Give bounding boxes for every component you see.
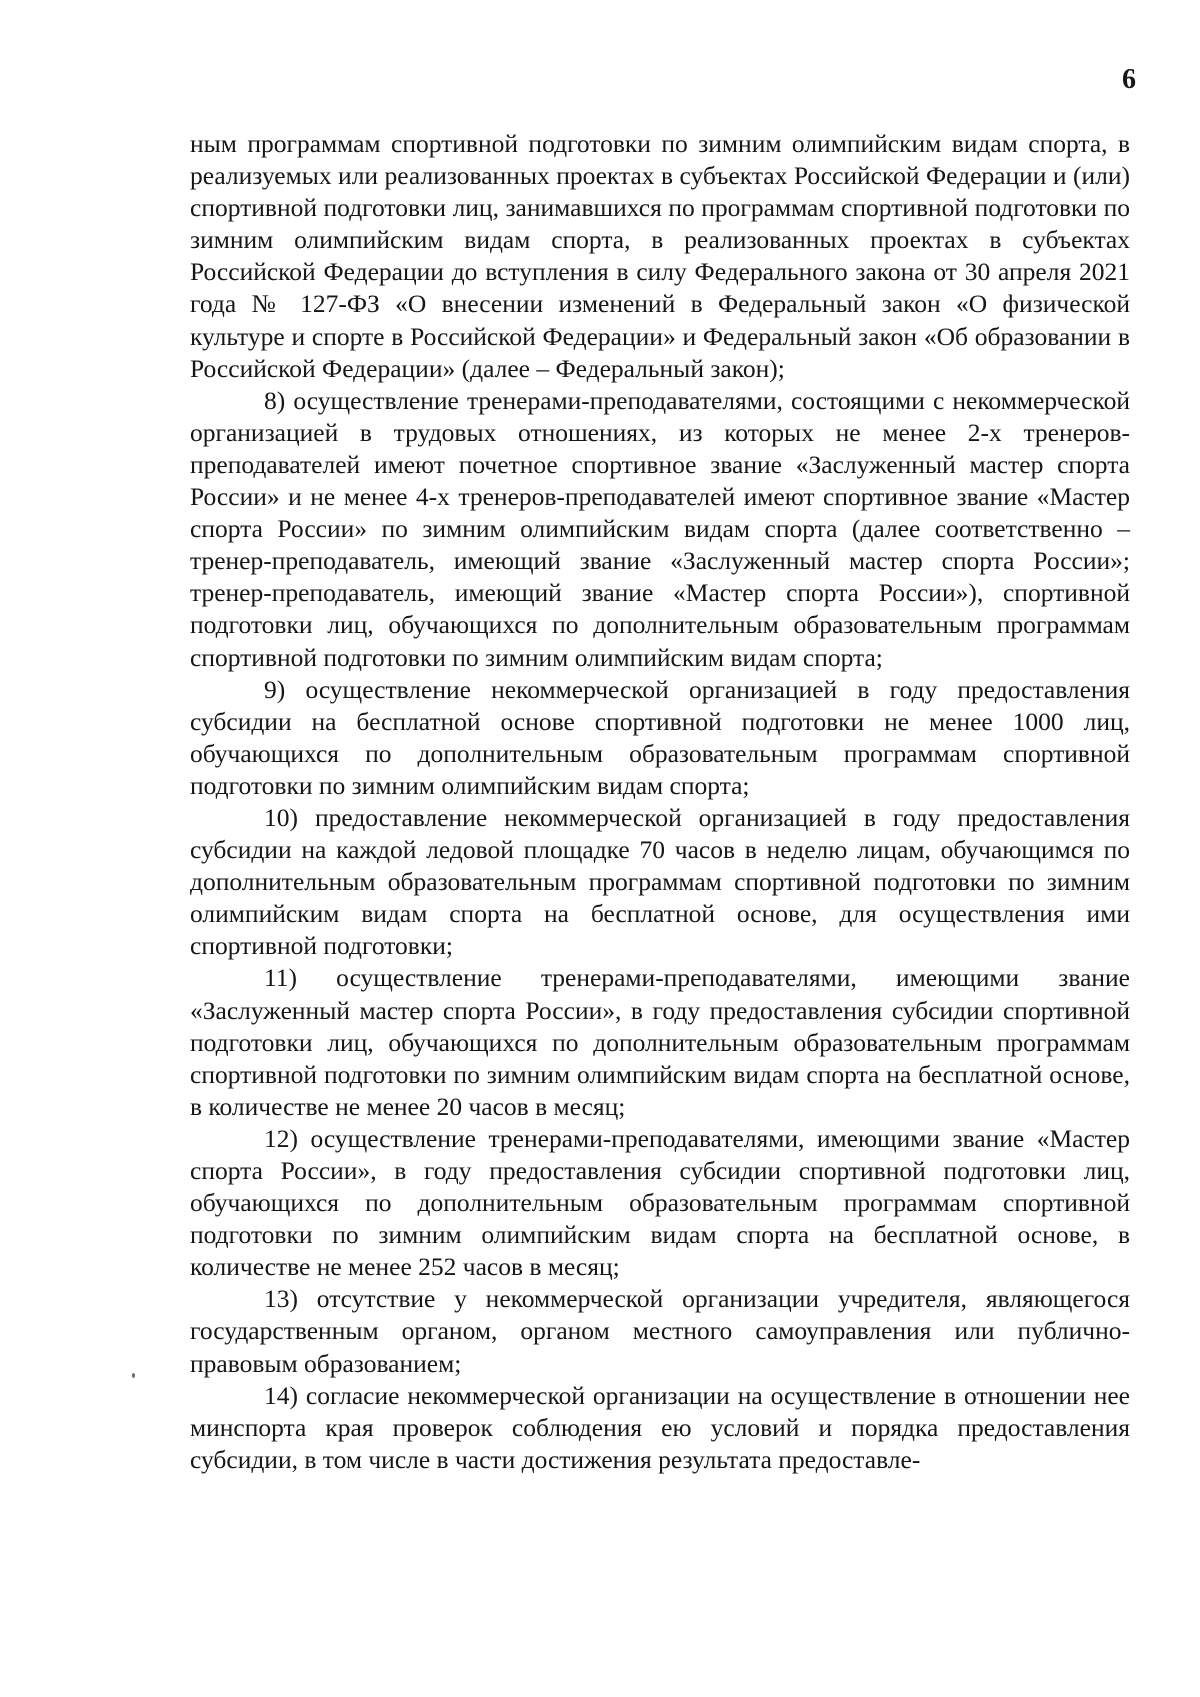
document-body [190,128,1130,1476]
paragraph-item-10: 10) предоставление некоммерческой организацией в году предоставления субсидии на каждой ледовой площадке 70 часов в неделю лицам, обучающимся по дополнительным образовательным программам спортивной подготовки по зимним олимпийским видам спорта на бесплатной основе, для осуществления ими спортивной подготовки; [190,802,1130,961]
paragraph-item-12: 12) осуществление тренерами-преподавателями, имеющими звание «Мастер спорта России», в году предоставления субсидии спортивной подготовки лиц, обучающихся по дополнительным образовательным программам спортивной подготовки по зимним олимпийским видам спорта на бесплатной основе, в количестве не менее 252 часов в месяц; [190,1123,1130,1282]
paragraph-item-9: 9) осуществление некоммерческой организацией в году предоставления субсидии на бесплатной основе спортивной подготовки не менее 1000 лиц, обучающихся по дополнительным образовательным программам спортивной подготовки по зимним олимпийским видам спорта; [190,674,1130,800]
page-number: 6 [1122,64,1136,95]
paragraph-item-8: 8) осуществление тренерами-преподавателями, состоящими с некоммерческой организацией в трудовых отношениях, из которых не менее 2-х тренеров-преподавателей имеют почетное спортивное звание «Заслуженный мастер спорта России» и не менее 4-х тренеров-преподавателей имеют спортивное звание «Мастер спорта России» по зимним олимпийским видам спорта (далее соответственно – тренер-преподаватель, имеющий звание «Заслуженный мастер спорта России»; тренер-преподаватель, имеющий звание «Мастер спорта России»), спортивной подготовки лиц, обучающихся по дополнительным образовательным программам спортивной подготовки по зимним олимпийским видам спорта; [190,385,1130,672]
paragraph-item-14: 14) согласие некоммерческой организации на осуществление в отношении нее минспорта края проверок соблюдения ею условий и порядка предоставления субсидии, в том числе в части достижения результата предоставле- [190,1380,1130,1474]
paragraph-item-11: 11) осуществление тренерами-преподавателями, имеющими звание «Заслуженный мастер спорта России», в году предоставления субсидии спортивной подготовки лиц, обучающихся по дополнительным образовательным программам спортивной подготовки по зимним олимпийским видам спорта на бесплатной основе, в количестве не менее 20 часов в месяц; [190,963,1130,1121]
paragraph-continuation: ным программам спортивной подготовки по зимним олимпийским видам спорта, в реализуемых или реализованных проектах в субъектах Российской Федерации и (или) спортивной подготовки лиц, занимавшихся по программам спортивной подготовки по зимним олимпийским видам спорта, в реализованных проектах в субъектах Российской Федерации до вступления в силу Федерального закона от 30 апреля 2021 года № 127-ФЗ «О внесении изменений в Федеральный закон «О физической культуре и спорте в Российской Федерации» и Федеральный закон «Об образовании в Российской Федерации» (далее – Федеральный закон); [190,129,1130,383]
scan-speck [132,1373,135,1378]
paragraph-item-13: 13) отсутствие у некоммерческой организации учредителя, являющегося государственным органом, органом местного самоуправления или публично-правовым образованием; [190,1284,1130,1378]
